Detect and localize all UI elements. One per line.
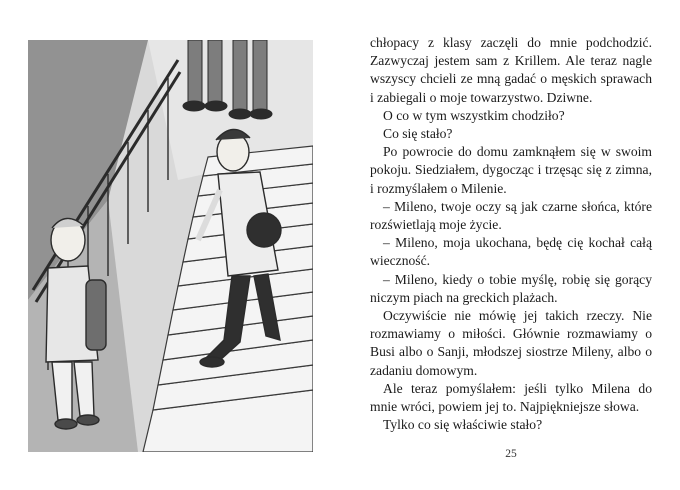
staircase-boys-icon [28, 40, 313, 452]
paragraph: Oczywiście nie mówię jej takich rzeczy. Nie rozmawiamy o miłości. Głównie rozmawiamy o Busi albo o Sanji, młodszej siostrze Mileny, albo o zadaniu domowym. [370, 308, 652, 378]
paragraph: Co się stało? [383, 126, 453, 142]
paragraph: O co w tym wszystkim chodziło? [383, 107, 565, 123]
paragraph: – Mileno, kiedy o tobie myślę, robię się gorący niczym piach na greckich plażach. [370, 271, 652, 305]
paragraph: Tylko co się właściwie stało? [383, 417, 543, 433]
paragraph: chłopacy z klasy zaczęli do mnie podchodzić. Zazwyczaj jestem sam z Krillem. Ale teraz nagle wszyscy chcieli ze mną gadać o męskich sprawach i zabiegali o moje towarzystwo. Dziwne. [370, 35, 652, 105]
paragraph: Ale teraz pomyślałem: jeśli tylko Milena do mnie wróci, powiem jej to. Najpiękniejsze słowa. [370, 380, 652, 415]
page-number: 25 [505, 448, 517, 460]
paragraph: Po powrocie do domu zamknąłem się w swoim pokoju. Siedziałem, dygocząc i trzęsąc się z zimna, i rozmyślałem o Milenie. [370, 144, 652, 196]
text-page [370, 34, 652, 434]
staircase-illustration [28, 40, 313, 452]
paragraph: – Mileno, moja ukochana, będę cię kochał całą wieczność. [370, 235, 652, 269]
paragraph: – Mileno, twoje oczy są jak czarne słońca, które rozświetlają moje życie. [370, 198, 652, 233]
